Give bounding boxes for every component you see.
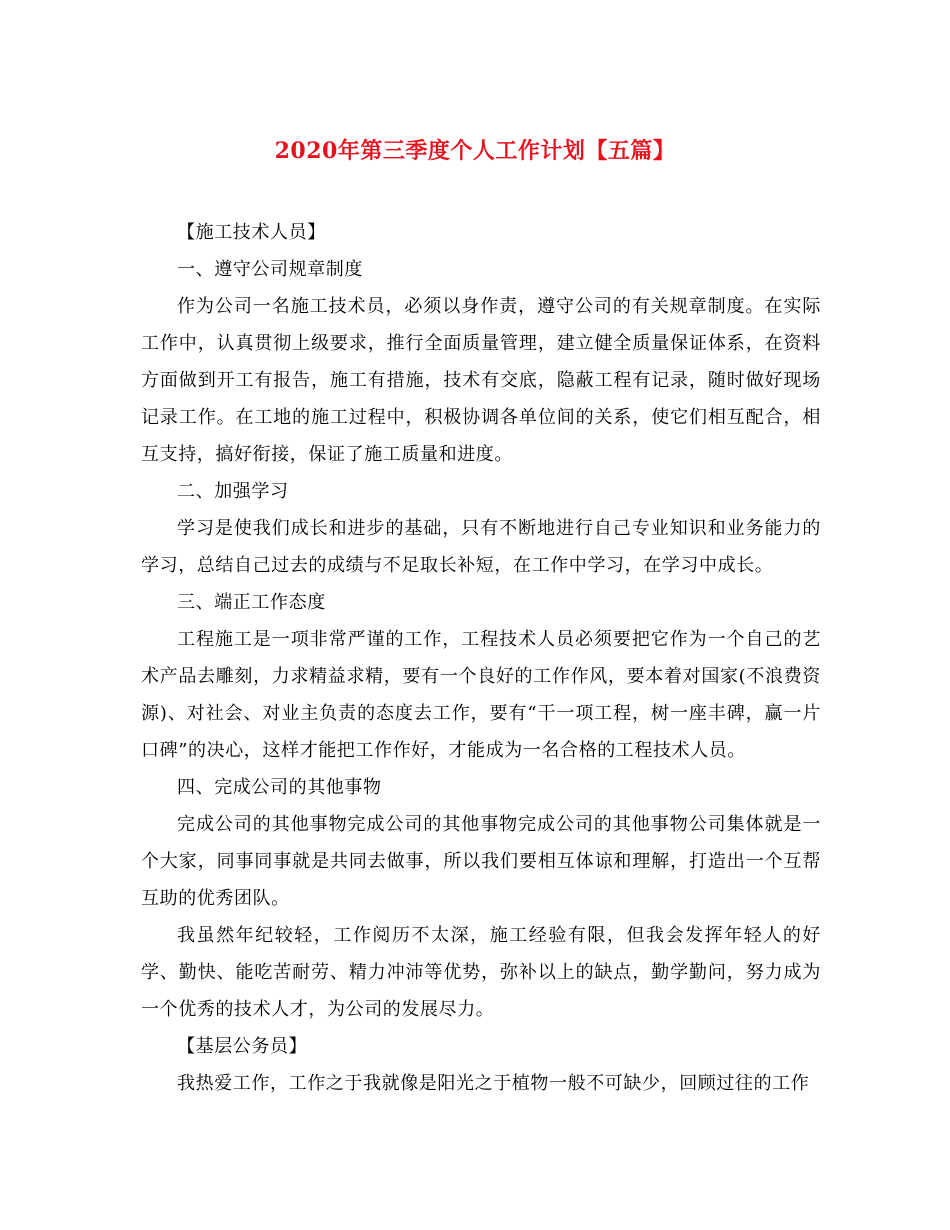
subheading-strengthen-learning: 二、加强学习 [177, 481, 289, 502]
paragraph-follow-rules: 作为公司一名施工技术员，必须以身作责，遵守公司的有关规章制度。在实际工作中，认真贯彻上级要求，推行全面质量管理，建立健全质量保证体系，在资料方面做到开工有报告，施工有措施，技术有交底，隐蔽工程有记录，随时做好现场记录工作。在工地的施工过程中，积极协调各单位间的关系，使它们相互配合，相互支持，搞好衔接，保证了施工质量和进度。 [141, 296, 821, 465]
paragraph-work-attitude: 工程施工是一项非常严谨的工作，工程技术人员必须要把它作为一个自己的艺术产品去雕刻，力求精益求精，要有一个良好的工作作风，要本着对国家(不浪费资源)、对社会、对业主负责的态度去工作，要有“干一项工程，树一座丰碑，赢一片口碑”的决心，这样才能把工作作好，才能成为一名合格的工程技术人员。 [141, 629, 821, 761]
paragraph-self-improvement: 我虽然年纪较轻，工作阅历不太深，施工经验有限，但我会发挥年轻人的好学、勤快、能吃苦耐劳、精力冲沛等优势，弥补以上的缺点，勤学勤问，努力成为一个优秀的技术人才，为公司的发展尽力。 [141, 925, 821, 1020]
paragraph-civil-servant-intro: 我热爱工作，工作之于我就像是阳光之于植物一般不可缺少，回顾过往的工作 [177, 1073, 810, 1094]
subheading-other-matters: 四、完成公司的其他事物 [177, 777, 382, 798]
section-heading-construction-technician: 【施工技术人员】 [177, 222, 326, 243]
subheading-follow-rules: 一、遵守公司规章制度 [177, 259, 363, 280]
subheading-work-attitude: 三、端正工作态度 [177, 592, 326, 613]
document-body [141, 214, 821, 1102]
document-title: 2020年第三季度个人工作计划【五篇】 [274, 138, 676, 164]
paragraph-other-matters: 完成公司的其他事物完成公司的其他事物完成公司的其他事物公司集体就是一个大家，同事同事就是共同去做事，所以我们要相互体谅和理解，打造出一个互帮互助的优秀团队。 [141, 814, 821, 909]
paragraph-strengthen-learning: 学习是使我们成长和进步的基础，只有不断地进行自己专业知识和业务能力的学习，总结自己过去的成绩与不足取长补短，在工作中学习，在学习中成长。 [141, 518, 821, 576]
section-heading-civil-servant: 【基层公务员】 [177, 1036, 308, 1057]
